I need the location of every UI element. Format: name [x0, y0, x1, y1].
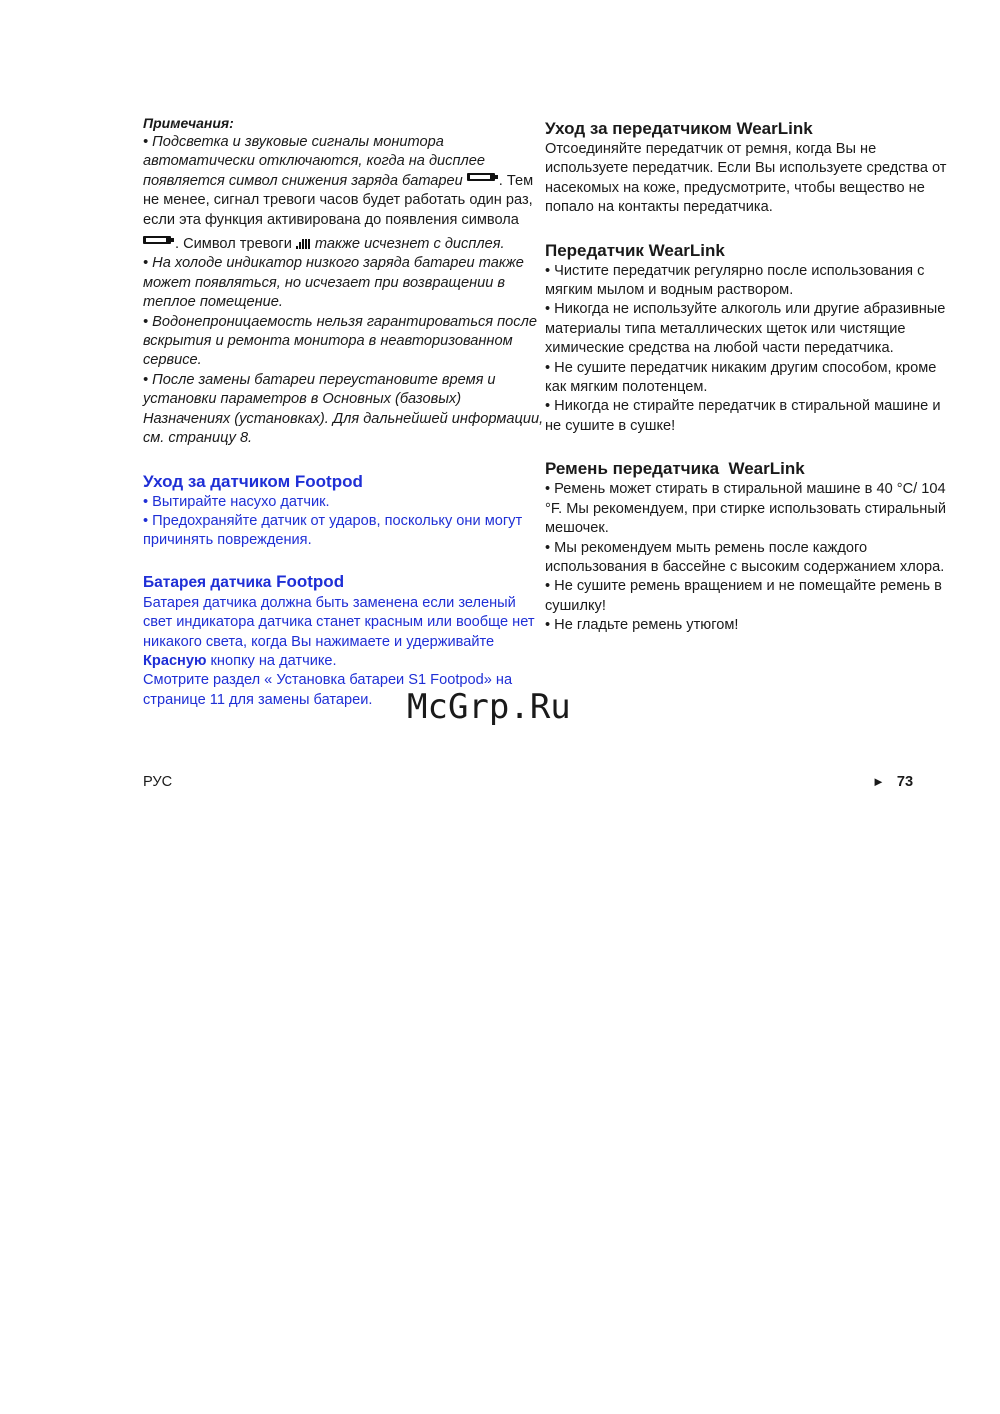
notes-line: • После замены батареи переустановите время и [143, 371, 496, 388]
notes-title: Примечания: [143, 115, 234, 131]
notes-line: • Подсветка и звуковые сигналы монитора [143, 134, 444, 150]
paragraph-line: используете передатчик. Если Вы используете средства от [545, 160, 947, 177]
list-item: • Чистите передатчик регулярно после использования с [545, 262, 925, 279]
notes-line: автоматически отключаются, когда на дисплее [143, 153, 485, 170]
notes-line: установки параметров в Основных (базовых) [143, 391, 462, 408]
notes-line-text: . Символ тревоги [175, 236, 292, 253]
notes-line: • Водонепроницаемость нельзя гарантироваться после [143, 313, 537, 330]
right-column [545, 114, 947, 636]
paragraph-line: никакого света, когда Вы нажимаете и удерживайте [143, 633, 495, 650]
list-item: • Предохраняйте датчик от ударов, поскольку они могут [143, 512, 523, 529]
notes-line: может появляться, но исчезает при возвращении в [143, 274, 506, 291]
notes-line [143, 172, 534, 191]
notes-line-text: появляется символ снижения заряда батареи [143, 172, 463, 189]
list-item: причинять повреждения. [143, 532, 312, 549]
paragraph-line [143, 652, 525, 671]
spacer [143, 449, 525, 471]
paragraph-line: Отсоединяйте передатчик от ремня, когда Вы не [545, 141, 877, 157]
notes-line: • На холоде индикатор низкого заряда батареи также [143, 255, 524, 272]
list-item: • Вытирайте насухо датчик. [143, 493, 330, 510]
footer-language: РУС [143, 774, 173, 790]
notes-line: не менее, сигнал тревоги часов будет работать один раз, [143, 192, 533, 209]
page-number: 73 [896, 774, 914, 790]
section-heading-footpod-care: Уход за датчиком Footpod [143, 471, 363, 491]
watermark: McGrp.Ru [407, 687, 571, 727]
paragraph-line: свет индикатора датчика станет красным или вообще нет [143, 614, 535, 631]
notes-line: вскрытия и ремонта монитора в неавторизованном [143, 333, 513, 350]
list-item: мягким мылом и водным раствором. [545, 282, 794, 299]
alarm-icon [296, 230, 311, 249]
notes-line: см. страницу 8. [143, 430, 253, 447]
section-heading-wearlink-care: Уход за передатчиком WearLink [545, 119, 813, 138]
notes-line-text: также исчезнет с дисплея. [314, 236, 505, 253]
list-item: мешочек. [545, 520, 609, 537]
list-item: °F. Мы рекомендуем, при стирке использовать стиральный [545, 500, 946, 517]
list-item: как мягким полотенцем. [545, 379, 708, 396]
spacer [545, 218, 937, 240]
paragraph-line: Смотрите раздел « Установка батареи S1 Footpod» на [143, 672, 513, 689]
notes-line [143, 230, 525, 254]
notes-line: теплое помещение. [143, 294, 283, 311]
spacer [545, 436, 937, 458]
paragraph-line: насекомых на коже, предусмотрите, чтобы вещество не [545, 179, 925, 196]
list-item: • Не сушите передатчик никаким другим способом, кроме [545, 359, 937, 376]
list-item: • Никогда не используйте алкоголь или другие абразивные [545, 301, 946, 318]
notes-line-text: . Тем [498, 172, 534, 189]
paragraph-line: Батарея датчика должна быть заменена если зеленый [143, 594, 516, 611]
battery-low-icon [143, 236, 171, 244]
paragraph-line: странице 11 для замены батареи. [143, 691, 373, 708]
notes-line: Назначениях (установках). Для дальнейшей информации, [143, 410, 544, 427]
list-item: использования в бассейне с высоким содержанием хлора. [545, 558, 945, 575]
notes-line: сервисе. [143, 352, 202, 369]
list-item: сушилку! [545, 597, 606, 614]
heading-text: Footpod [276, 571, 345, 591]
list-item: химические средства на любой части передатчика. [545, 340, 894, 357]
list-item: • Никогда не стирайте передатчик в стиральной машине и [545, 398, 941, 415]
section-heading-footpod-battery [143, 571, 525, 594]
battery-low-icon [467, 173, 495, 181]
paragraph-line: попало на контакты передатчика. [545, 199, 773, 216]
list-item: не сушите в сушке! [545, 417, 676, 434]
left-column [143, 114, 544, 710]
list-item: материалы типа металлических щеток или чистящие [545, 320, 906, 337]
next-arrow-icon: ► [872, 774, 885, 789]
heading-text: Батарея датчика [143, 573, 272, 591]
list-item: • Мы рекомендуем мыть ремень после каждого [545, 539, 868, 556]
notes-line: если эта функция активирована до появления символа [143, 211, 519, 228]
list-item: • Ремень может стирать в стиральной машине в 40 °C/ 104 [545, 481, 946, 498]
section-heading-strap: Ремень передатчика WearLink [545, 459, 805, 479]
list-item: • Не гладьте ремень утюгом! [545, 617, 739, 634]
section-heading-wearlink-transmitter: Передатчик WearLink [545, 240, 725, 260]
red-button-label: Красную [143, 652, 207, 669]
footer-page [872, 774, 913, 790]
list-item: • Не сушите ремень вращением и не помещайте ремень в [545, 578, 942, 595]
paragraph-text: кнопку на датчике. [206, 652, 337, 669]
spacer [143, 551, 525, 571]
